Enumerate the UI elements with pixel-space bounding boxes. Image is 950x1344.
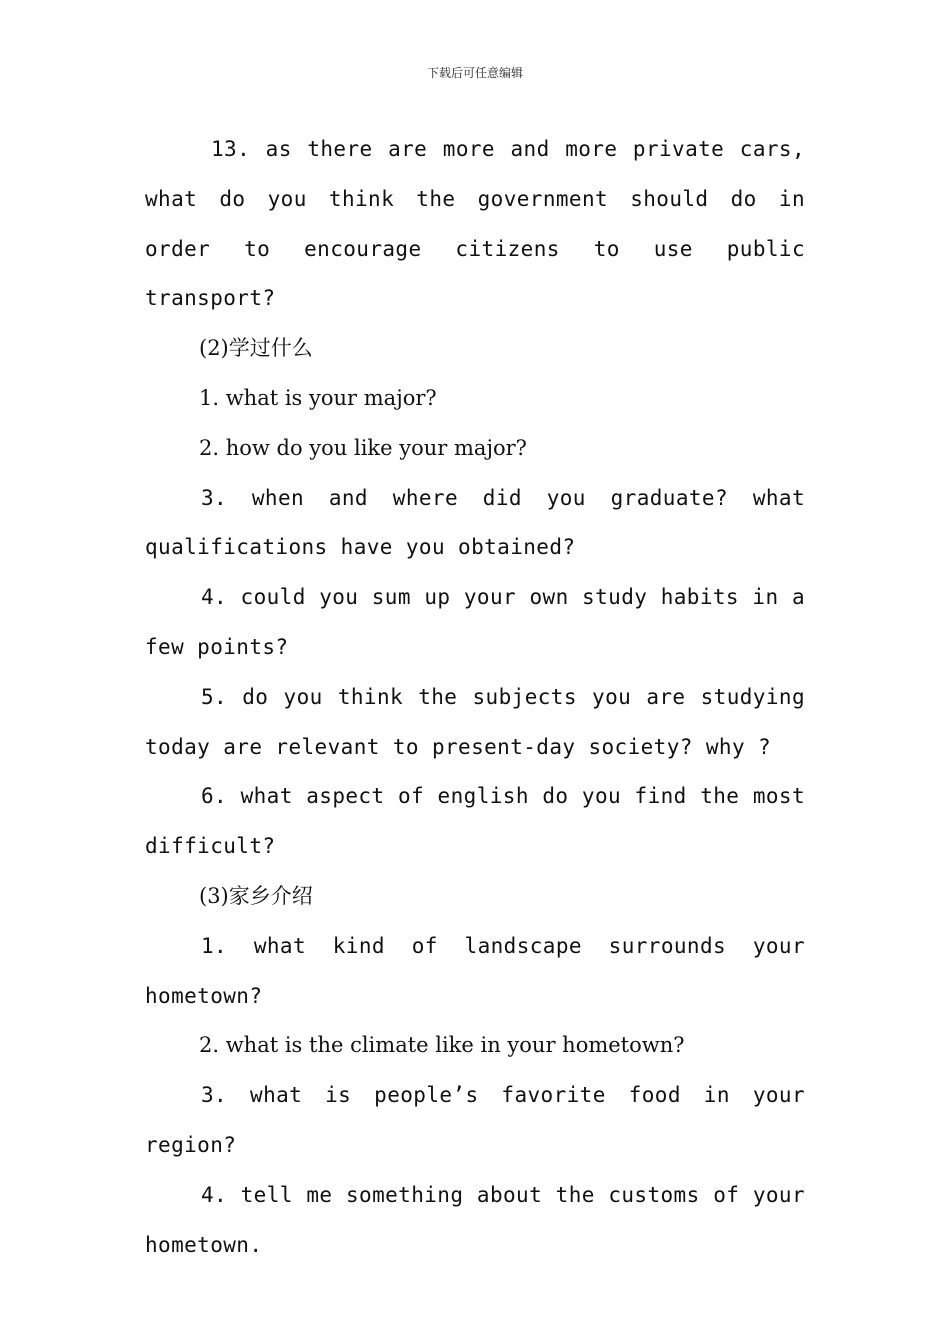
list-item: 6. what aspect of english do you find the most difficult? (145, 784, 805, 859)
list-item: 1. what is your major? (199, 385, 437, 410)
section-heading-studies: (2)学过什么 (199, 336, 313, 361)
list-item: 1. what kind of landscape surrounds your hometown? (145, 933, 805, 1008)
list-item: 2. what is the climate like in your hometown? (199, 1033, 685, 1058)
list-item: 4. could you sum up your own study habits in a few points? (145, 585, 805, 659)
list-item: 3. what is people’s favorite food in your region? (145, 1083, 805, 1157)
list-item: 5. do you think the subjects you are studying today are relevant to present-day society? why ? (145, 684, 805, 759)
list-item: 3. when and where did you graduate? what qualifications have you obtained? (145, 485, 805, 560)
document-body (145, 125, 805, 1270)
list-item: 4. tell me something about the customs of your hometown. (145, 1182, 805, 1257)
question-13: 13. as there are more and more private cars, what do you think the government should do in order to encourage citizens to use public transport? (145, 137, 805, 311)
section-heading-hometown: (3)家乡介绍 (199, 883, 313, 908)
list-item: 2. how do you like your major? (199, 435, 527, 460)
page-header: 下载后可任意编辑 (426, 66, 523, 80)
